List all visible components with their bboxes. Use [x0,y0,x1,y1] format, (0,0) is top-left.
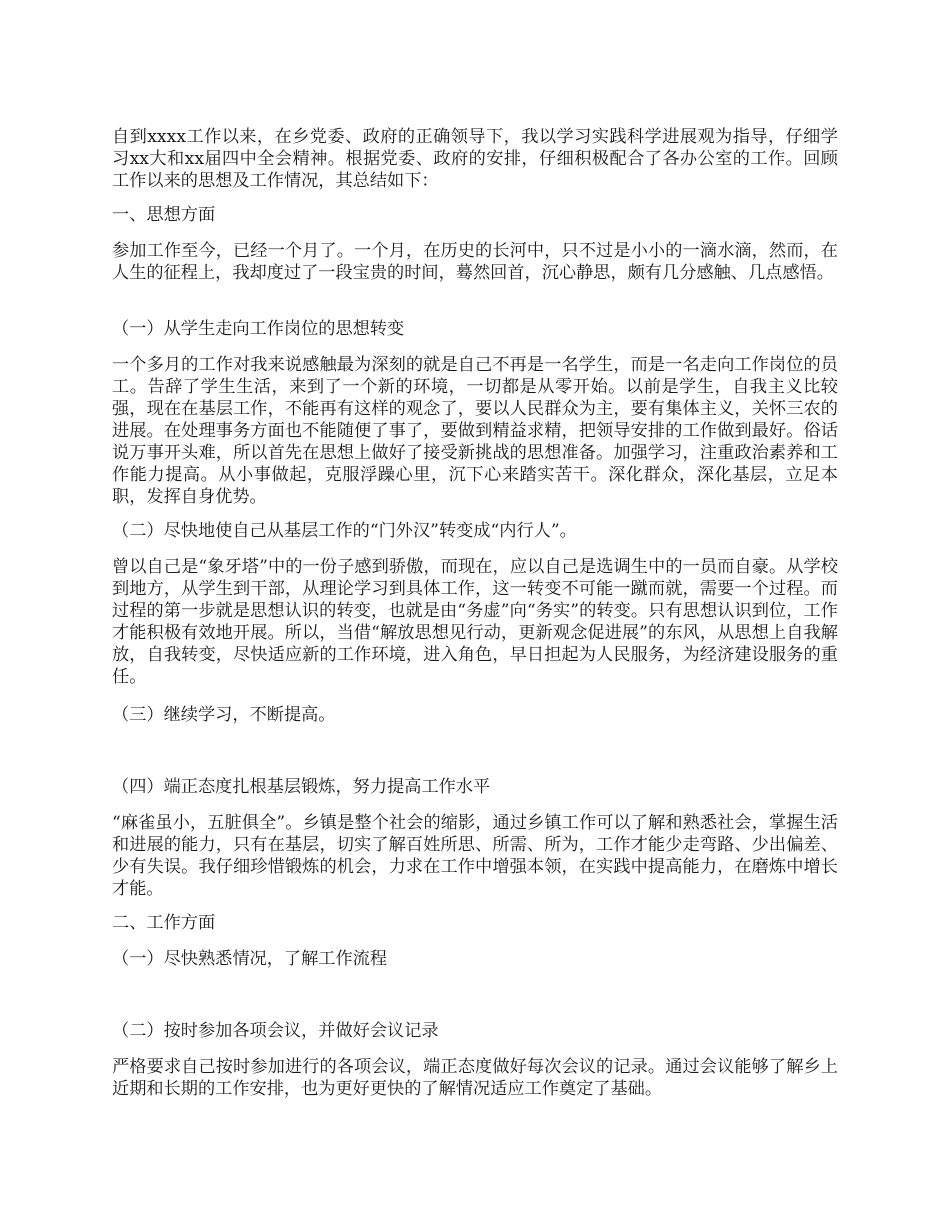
body-paragraph: “麻雀虽小，五脏俱全”。乡镇是整个社会的缩影，通过乡镇工作可以了解和熟悉社会，掌握生活和进展的能力，只有在基层，切实了解百姓所思、所需、所为，工作才能少走弯路、少出偏差、少有失误。我仔细珍惜锻炼的机会，力求在工作中增强本领，在实践中提高能力，在磨炼中增长才能。 [112,813,838,899]
subsection-heading: （一）从学生走向工作岗位的思想转变 [112,319,405,339]
section-heading-work: 二、工作方面 [112,913,216,933]
body-paragraph: 严格要求自己按时参加进行的各项会议，端正态度做好每次会议的记录。通过会议能够了解乡上近期和长期的工作安排，也为更好更快的了解情况适应工作奠定了基础。 [112,1057,838,1099]
subsection-heading: （二）按时参加各项会议，并做好会议记录 [112,1021,439,1041]
body-paragraph: 曾以自己是“象牙塔”中的一份子感到骄傲，而现在，应以自己是选调生中的一员而自豪。从学校到地方，从学生到干部，从理论学习到具体工作，这一转变不可能一蹴而就，需要一个过程。而过程的第一步就是思想认识的转变，也就是由“务虚”向“务实”的转变。只有思想认识到位，工作才能积极有效地开展。所以，当借“解放思想见行动，更新观念促进展”的东风，从思想上自我解放，自我转变，尽快适应新的工作环境，进入角色，早日担起为人民服务，为经济建设服务的重任。 [112,557,838,687]
intro-paragraph: 自到xxxx工作以来，在乡党委、政府的正确领导下，我以学习实践科学进展观为指导，仔细学习xx大和xx届四中全会精神。根据党委、政府的安排，仔细积极配合了各办公室的工作。回顾工作以来的思想及工作情况，其总结如下： [112,127,838,191]
body-paragraph: 参加工作至今，已经一个月了。一个月，在历史的长河中，只不过是小小的一滴水滴，然而，在人生的征程上，我却度过了一段宝贵的时间，蓦然回首，沉心静思，颇有几分感触、几点感悟。 [112,241,838,283]
subsection-heading: （二）尽快地使自己从基层工作的“门外汉”转变成“内行人”。 [112,521,577,541]
subsection-heading: （四）端正态度扎根基层锻炼，努力提高工作水平 [112,777,491,797]
section-heading-thought: 一、思想方面 [112,205,216,225]
body-paragraph: 一个多月的工作对我来说感触最为深刻的就是自己不再是一名学生，而是一名走向工作岗位的员工。告辞了学生生活，来到了一个新的环境，一切都是从零开始。以前是学生，自我主义比较强，现在在基层工作，不能再有这样的观念了，要以人民群众为主，要有集体主义，关怀三农的进展。在处理事务方面也不能随便了事了，要做到精益求精，把领导安排的工作做到最好。俗话说万事开头难，所以首先在思想上做好了接受新挑战的思想准备。加强学习，注重政治素养和工作能力提高。从小事做起，克服浮躁心里，沉下心来踏实苦干。深化群众，深化基层，立足本职，发挥自身优势。 [112,355,838,507]
subsection-heading: （三）继续学习，不断提高。 [112,705,336,725]
subsection-heading: （一）尽快熟悉情况，了解工作流程 [112,949,388,969]
